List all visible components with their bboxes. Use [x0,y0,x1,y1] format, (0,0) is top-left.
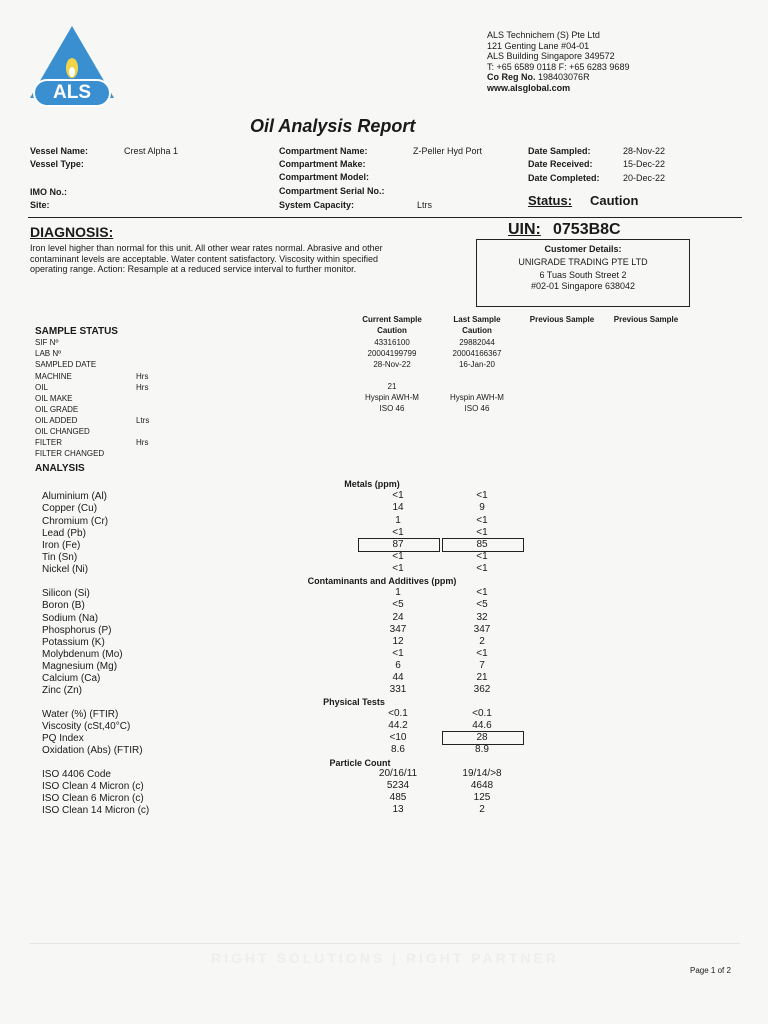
col-prev2-header: Previous Sample [613,315,679,324]
row-last: 2 [479,636,485,647]
reg-value: 198403076R [538,72,590,82]
row-last: <1 [476,551,488,562]
row-current: 87 [392,539,404,550]
row-last: Hyspin AWH-M [450,393,504,402]
row-current: <1 [392,648,404,659]
row-current: 12 [392,636,404,647]
row-unit: Hrs [136,438,149,447]
row-last: <1 [476,563,488,574]
header-divider [28,217,742,218]
row-label: Zinc (Zn) [42,685,82,696]
row-current: 485 [389,792,407,803]
col-prev1-header: Previous Sample [529,315,595,324]
row-last: 347 [473,624,491,635]
section-title: Metals (ppm) [344,479,400,489]
customer-box [476,239,690,307]
site-label: Site: [30,200,50,210]
row-current: 44.2 [388,720,408,731]
row-current: 20/16/11 [378,768,418,779]
row-last: 28 [476,732,488,743]
row-label: OIL CHANGED [35,427,90,436]
row-label: Viscosity (cSt,40°C) [42,721,131,732]
company-reg [487,72,629,83]
capacity-unit: Ltrs [417,200,433,210]
row-label: PQ Index [42,733,84,744]
vessel-name: Crest Alpha 1 [124,146,179,156]
row-last: <1 [476,527,488,538]
company-address [487,30,629,93]
row-label: Phosphorus (P) [42,625,112,636]
row-last: 8.9 [475,744,489,755]
date-sampled-label: Date Sampled: [528,146,591,156]
row-label: OIL [35,383,48,392]
row-label: ISO 4406 Code [42,769,111,780]
date-received: 15-Dec-22 [623,159,666,169]
row-current: 14 [392,502,404,513]
sample-status-heading: SAMPLE STATUS [35,326,118,337]
row-current: 1 [395,587,401,598]
vessel-name-label: Vessel Name: [30,146,89,156]
als-logo [26,22,118,108]
row-current: 13 [392,804,404,815]
row-label: Potassium (K) [42,637,105,648]
row-current: Hyspin AWH-M [365,393,419,402]
row-last: ISO 46 [464,404,490,413]
row-current: 28-Nov-22 [373,360,411,369]
row-label: FILTER CHANGED [35,449,105,458]
row-current: <5 [392,599,404,610]
row-current: 1 [395,515,401,526]
row-last: 19/14/>8 [462,768,502,779]
row-label: Molybdenum (Mo) [42,649,123,660]
diagnosis-heading: DIAGNOSIS: [30,224,114,240]
diagnosis-line: contaminant levels are acceptable. Water content satisfactory. Viscosity within specified [30,253,378,264]
row-last: 44.6 [472,720,492,731]
row-last: <1 [476,587,488,598]
uin-label: UIN: [508,221,541,238]
row-last: 7 [479,660,485,671]
row-label: Tin (Sn) [42,552,78,563]
row-current: <0.1 [388,708,408,719]
uin-value: 0753B8C [553,221,621,238]
row-label: Nickel (Ni) [42,564,89,575]
page-number: Page 1 of 2 [690,966,731,975]
footer-rule [30,943,740,944]
company-line: T: +65 6589 0118 F: +65 6283 9689 [487,61,630,72]
row-unit: Hrs [136,383,149,392]
row-last: 9 [479,502,485,513]
row-last: 2 [479,804,485,815]
diagnosis-text [30,243,383,275]
customer-line: UNIGRADE TRADING PTE LTD [518,257,648,267]
row-last: <1 [476,648,488,659]
footer-watermark: RIGHT SOLUTIONS | RIGHT PARTNER [211,950,559,966]
als-logo-text: ALS [53,82,91,103]
customer-line: #02-01 Singapore 638042 [530,281,636,291]
row-last: 21 [476,672,488,683]
row-current: 43316100 [374,338,410,347]
status-label: Status: [528,193,573,208]
company-web: www.alsglobal.com [487,82,571,93]
row-last: 29882044 [459,338,495,347]
row-current: <10 [389,732,407,743]
col-current-status: Caution [377,326,407,335]
row-last: <5 [476,599,488,610]
row-label: SIF Nº [35,338,59,347]
date-completed-label: Date Completed: [528,173,600,183]
row-current: <1 [392,551,404,562]
row-last: 362 [473,684,491,695]
row-label: OIL GRADE [35,405,79,414]
date-completed: 20-Dec-22 [623,173,666,183]
row-last: 4648 [470,780,494,791]
row-unit: Ltrs [136,416,150,425]
company-line: ALS Technichem (S) Pte Ltd [487,30,600,40]
comp-make-label: Compartment Make: [279,159,366,169]
row-label: LAB Nº [35,349,62,358]
row-last: <1 [476,490,488,501]
company-line: 121 Genting Lane #04-01 [487,40,590,51]
date-received-label: Date Received: [528,159,593,169]
row-last: <0.1 [472,708,492,719]
section-title: Physical Tests [323,697,385,707]
row-current: <1 [392,527,404,538]
row-label: OIL MAKE [35,394,73,403]
section-title: Contaminants and Additives (ppm) [307,576,457,586]
row-label: Iron (Fe) [42,540,81,551]
row-current: 8.6 [391,744,405,755]
page-title: Oil Analysis Report [250,116,416,136]
row-label: ISO Clean 14 Micron (c) [42,805,150,816]
reg-label: Co Reg No. [487,72,536,82]
row-current: 347 [389,624,407,635]
analysis-heading: ANALYSIS [35,463,85,474]
row-label: Chromium (Cr) [42,516,109,527]
row-label: MACHINE [35,372,72,381]
row-current: 44 [392,672,404,683]
company-line: ALS Building Singapore 349572 [487,51,615,61]
row-label: Boron (B) [42,600,85,611]
row-current: 24 [392,612,404,623]
row-label: ISO Clean 4 Micron (c) [42,781,144,792]
row-label: Water (%) (FTIR) [42,709,119,720]
row-last: 20004166367 [452,349,502,358]
row-last: <1 [476,515,488,526]
customer-heading: Customer Details: [544,244,622,254]
row-label: Calcium (Ca) [42,673,101,684]
comp-name-label: Compartment Name: [279,146,368,156]
col-last-status: Caution [462,326,492,335]
row-current: 21 [387,382,397,391]
row-last: 125 [473,792,491,803]
comp-name: Z-Peller Hyd Port [413,146,483,156]
row-current: 20004199799 [367,349,417,358]
row-label: Oxidation (Abs) (FTIR) [42,745,143,756]
row-last: 16-Jan-20 [458,360,496,369]
row-current: 331 [389,684,407,695]
row-label: SAMPLED DATE [35,360,97,369]
row-last: 32 [476,612,488,623]
row-current: 5234 [386,780,410,791]
comp-serial-label: Compartment Serial No.: [279,186,385,196]
row-unit: Hrs [136,372,149,381]
row-last: 85 [476,539,488,550]
col-last-header: Last Sample [453,315,501,324]
row-current: ISO 46 [379,404,405,413]
row-label: Magnesium (Mg) [42,661,118,672]
row-label: Silicon (Si) [42,588,90,599]
comp-model-label: Compartment Model: [279,172,369,182]
row-label: Aluminium (Al) [42,491,108,502]
col-current-header: Current Sample [362,315,422,324]
diagnosis-line: Iron level higher than normal for this unit. All other wear rates normal. Abrasive and other [30,243,383,253]
row-label: FILTER [35,438,62,447]
diagnosis-line: operating range. Action: Resample at a reduced service interval to further monitor. [30,264,357,274]
capacity-label: System Capacity: [279,200,355,210]
row-label: OIL ADDED [35,416,78,425]
section-title: Particle Count [329,758,391,768]
row-current: <1 [392,563,404,574]
date-sampled: 28-Nov-22 [623,146,666,156]
row-label: Lead (Pb) [42,528,86,539]
customer-line: 6 Tuas South Street 2 [539,270,627,280]
row-label: Copper (Cu) [42,503,98,514]
imo-label: IMO No.: [30,187,67,197]
row-label: ISO Clean 6 Micron (c) [42,793,144,804]
row-current: <1 [392,490,404,501]
row-current: 6 [395,660,401,671]
status-value: Caution [590,193,639,208]
row-label: Sodium (Na) [42,613,99,624]
vessel-type-label: Vessel Type: [30,159,84,169]
